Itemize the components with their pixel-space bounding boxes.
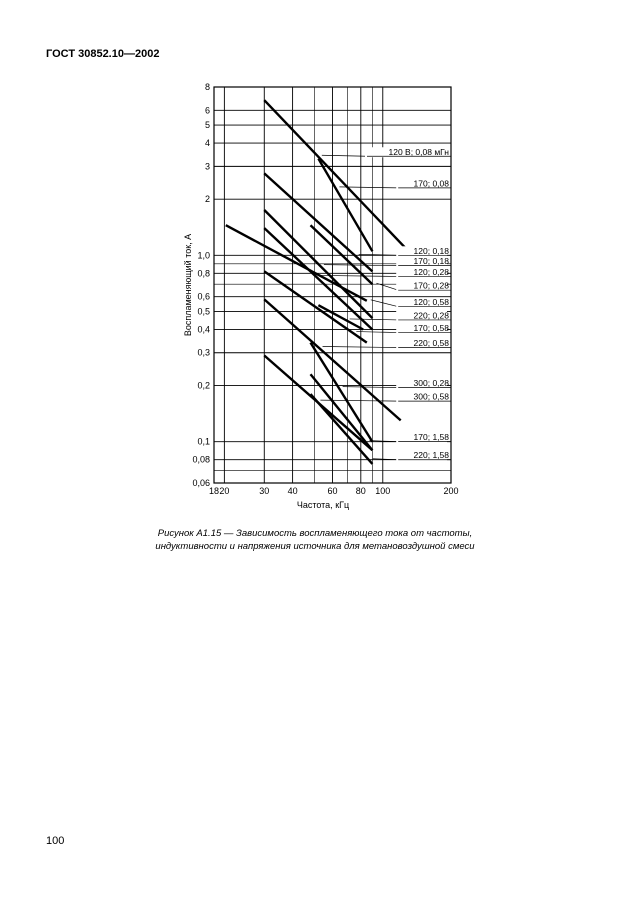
- y-tick-label: 6: [204, 105, 210, 116]
- series-label: 120; 0,28: [413, 266, 449, 277]
- series-leader: [371, 300, 398, 307]
- x-tick-label: 100: [375, 486, 391, 496]
- y-tick-label: 1,0: [197, 250, 210, 261]
- x-axis-label: Частота, кГц: [296, 500, 350, 510]
- x-tick-label: 20: [219, 486, 230, 496]
- series-line: [264, 100, 408, 251]
- x-tick-label: 200: [443, 486, 459, 496]
- series-label: 170; 0,58: [413, 323, 449, 334]
- series-label: 170; 0,08: [413, 178, 449, 189]
- series-label: 170; 0,28: [413, 280, 449, 291]
- series-label: 220; 0,58: [413, 338, 449, 349]
- y-tick-label: 0,08: [192, 454, 210, 465]
- caption-line-1: Рисунок А1.15 — Зависимость воспламеняющего тока от частоты,: [157, 528, 473, 539]
- page-number: 100: [46, 835, 65, 847]
- series-leader: [356, 332, 398, 333]
- figure-caption: [100, 527, 530, 553]
- series-leader: [343, 387, 399, 388]
- series-line: [226, 225, 367, 301]
- series-label: 170; 0,18: [413, 256, 449, 267]
- series-label: 220; 1,58: [413, 450, 449, 461]
- y-tick-label: 5: [204, 120, 210, 131]
- y-tick-label: 8: [204, 82, 210, 92]
- y-tick-label: 0,2: [197, 380, 210, 391]
- series-label: 170; 1,58: [413, 432, 449, 443]
- x-tick-label: 40: [287, 486, 298, 496]
- series-label: 220; 0,28: [413, 310, 449, 321]
- series-leader: [324, 265, 398, 266]
- series-leader: [323, 347, 399, 348]
- y-tick-label: 4: [204, 138, 210, 149]
- caption-line-2: индуктивности и напряжения источника для метановоздушной смеси: [155, 541, 475, 552]
- series-label: 120; 0,18: [413, 245, 449, 256]
- y-tick-label: 0,6: [197, 291, 210, 302]
- series-line: [264, 271, 367, 342]
- y-tick-label: 0,5: [197, 306, 210, 317]
- y-tick-label: 2: [204, 194, 210, 205]
- series-leader: [322, 155, 367, 156]
- y-axis-label: Воспламеняющий ток, А: [183, 233, 193, 337]
- x-tick-label: 18: [208, 486, 220, 496]
- series-label: 300; 0,58: [413, 391, 449, 402]
- series-line: [311, 343, 373, 442]
- y-tick-label: 0,06: [192, 478, 210, 488]
- x-tick-label: 80: [355, 486, 366, 496]
- y-tick-label: 0,4: [197, 324, 210, 335]
- y-tick-label: 0,1: [197, 436, 210, 447]
- y-tick-label: 3: [204, 161, 210, 172]
- x-tick-label: 60: [327, 486, 338, 496]
- x-tick-label: 30: [259, 486, 270, 496]
- y-tick-label: 0,8: [197, 268, 210, 279]
- y-tick-label: 0,3: [197, 347, 210, 358]
- series-label: 300; 0,28: [413, 378, 449, 389]
- series-label: 120 В; 0,08 мГн: [388, 146, 449, 157]
- document-header: ГОСТ 30852.10—2002: [46, 48, 160, 60]
- series-label: 120; 0,58: [413, 297, 449, 308]
- series-leader: [350, 319, 399, 320]
